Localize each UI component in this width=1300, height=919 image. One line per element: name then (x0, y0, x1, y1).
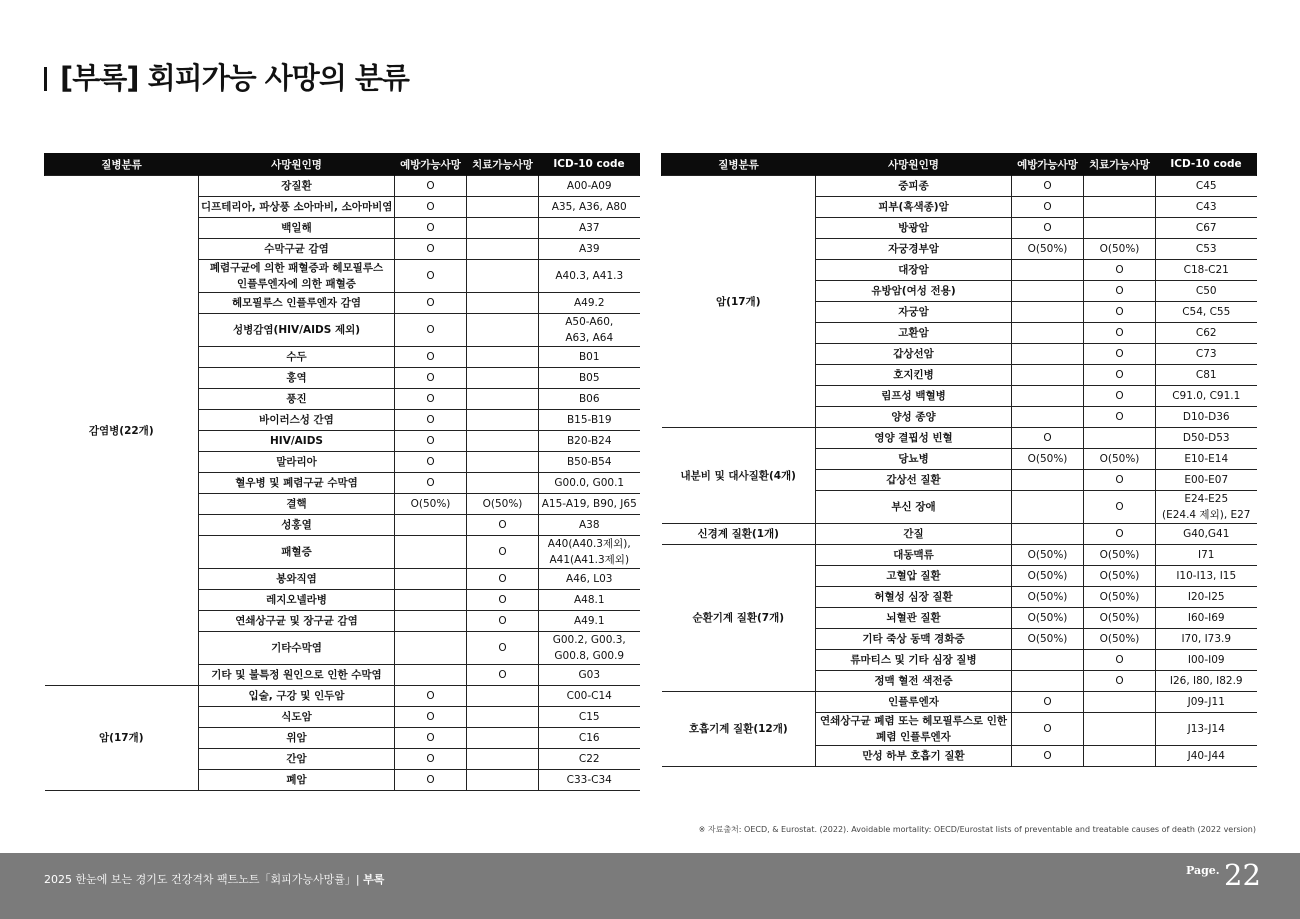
table-row (662, 545, 1257, 566)
preventable-cell (1012, 365, 1084, 386)
treatable-cell (467, 389, 539, 410)
icd-code-cell: C73 (1156, 344, 1257, 365)
cause-cell: 간암 (199, 749, 395, 770)
category-cell: 내분비 및 대사질환(4개) (662, 428, 816, 524)
treatable-cell (467, 218, 539, 239)
table-row (662, 524, 1257, 545)
treatable-cell (467, 770, 539, 791)
preventable-cell (1012, 281, 1084, 302)
table-header-row (45, 153, 640, 176)
icd-code-cell: C18-C21 (1156, 260, 1257, 281)
icd-code-cell: J40-J44 (1156, 746, 1257, 767)
cause-cell: 고혈압 질환 (816, 566, 1012, 587)
icd-code-cell: A38 (539, 515, 640, 536)
preventable-cell: O (395, 389, 467, 410)
cause-cell: 갑상선암 (816, 344, 1012, 365)
cause-cell: 당뇨병 (816, 449, 1012, 470)
icd-code-cell: I26, I80, I82.9 (1156, 671, 1257, 692)
table-row (45, 176, 640, 197)
preventable-cell: O(50%) (1012, 629, 1084, 650)
treatable-cell: O(50%) (1084, 449, 1156, 470)
treatable-cell: O(50%) (1084, 566, 1156, 587)
preventable-cell (1012, 260, 1084, 281)
treatable-cell: O (467, 536, 539, 569)
treatable-cell (1084, 428, 1156, 449)
title-marker (44, 67, 47, 91)
cause-cell: 풍진 (199, 389, 395, 410)
preventable-cell: O(50%) (1012, 239, 1084, 260)
treatable-cell (467, 410, 539, 431)
preventable-cell: O (395, 368, 467, 389)
table-header-row (662, 153, 1257, 176)
cause-cell: 식도암 (199, 707, 395, 728)
treatable-cell: O(50%) (467, 494, 539, 515)
icd-code-cell: B50-B54 (539, 452, 640, 473)
icd-code-cell: C67 (1156, 218, 1257, 239)
treatable-cell: O (467, 632, 539, 665)
preventable-cell (1012, 650, 1084, 671)
icd-code-cell: J13-J14 (1156, 713, 1257, 746)
cause-cell: 기타 죽상 동맥 경화증 (816, 629, 1012, 650)
cause-cell: 고환암 (816, 323, 1012, 344)
preventable-cell: O (395, 410, 467, 431)
icd-code-cell: E24-E25 (E24.4 제외), E27 (1156, 491, 1257, 524)
treatable-cell: O (1084, 386, 1156, 407)
treatable-cell (467, 707, 539, 728)
preventable-cell: O (1012, 218, 1084, 239)
treatable-cell: O (1084, 365, 1156, 386)
preventable-cell: O(50%) (1012, 449, 1084, 470)
source-note: ※ 자료출처: OECD, & Eurostat. (2022). Avoidable mortality: OECD/Eurostat lists of preventable and treatable causes of death (2022 version) (698, 825, 1256, 834)
treatable-cell: O (1084, 302, 1156, 323)
preventable-cell: O (395, 218, 467, 239)
cause-cell: 유방암(여성 전용) (816, 281, 1012, 302)
table-row (662, 692, 1257, 713)
icd-code-cell: C53 (1156, 239, 1257, 260)
preventable-cell: O(50%) (395, 494, 467, 515)
treatable-cell (467, 260, 539, 293)
icd-code-cell: B15-B19 (539, 410, 640, 431)
treatable-cell: O(50%) (1084, 608, 1156, 629)
header-category: 질병분류 (45, 153, 199, 176)
icd-code-cell: C15 (539, 707, 640, 728)
treatable-cell: O (467, 569, 539, 590)
header-icd-code: ICD-10 code (1156, 153, 1257, 176)
cause-cell: 말라리아 (199, 452, 395, 473)
category-cell: 암(17개) (662, 176, 816, 428)
icd-code-cell: C54, C55 (1156, 302, 1257, 323)
treatable-cell (467, 176, 539, 197)
category-cell: 순환기계 질환(7개) (662, 545, 816, 692)
cause-cell: 피부(흑색종)암 (816, 197, 1012, 218)
cause-cell: 림프성 백혈병 (816, 386, 1012, 407)
cause-cell: 호지킨병 (816, 365, 1012, 386)
cause-cell: 방광암 (816, 218, 1012, 239)
icd-code-cell: J09-J11 (1156, 692, 1257, 713)
treatable-cell: O(50%) (1084, 629, 1156, 650)
cause-cell: 영양 결핍성 빈혈 (816, 428, 1012, 449)
preventable-cell (395, 515, 467, 536)
treatable-cell: O (1084, 470, 1156, 491)
preventable-cell: O (395, 707, 467, 728)
cause-cell: 혈우병 및 폐렴구균 수막염 (199, 473, 395, 494)
treatable-cell: O (1084, 323, 1156, 344)
cause-cell: 자궁경부암 (816, 239, 1012, 260)
preventable-cell: O (395, 314, 467, 347)
cause-cell: 바이러스성 간염 (199, 410, 395, 431)
treatable-cell (467, 749, 539, 770)
preventable-cell (395, 569, 467, 590)
treatable-cell (1084, 218, 1156, 239)
cause-cell: 간질 (816, 524, 1012, 545)
icd-code-cell: A46, L03 (539, 569, 640, 590)
treatable-cell (1084, 692, 1156, 713)
cause-cell: 패혈증 (199, 536, 395, 569)
preventable-cell: O (395, 728, 467, 749)
header-category: 질병분류 (662, 153, 816, 176)
cause-cell: 레지오넬라병 (199, 590, 395, 611)
header-preventable: 예방가능사망 (1012, 153, 1084, 176)
treatable-cell: O (467, 665, 539, 686)
treatable-cell: O(50%) (1084, 239, 1156, 260)
header-treatable: 치료가능사망 (1084, 153, 1156, 176)
icd-code-cell: B05 (539, 368, 640, 389)
cause-cell: 수막구균 감염 (199, 239, 395, 260)
cause-cell: 수두 (199, 347, 395, 368)
icd-code-cell: B20-B24 (539, 431, 640, 452)
category-cell: 암(17개) (45, 686, 199, 791)
treatable-cell: O (1084, 344, 1156, 365)
icd-code-cell: C91.0, C91.1 (1156, 386, 1257, 407)
icd-code-cell: G40,G41 (1156, 524, 1257, 545)
treatable-cell: O (1084, 407, 1156, 428)
icd-code-cell: A49.1 (539, 611, 640, 632)
cause-cell: 부신 장애 (816, 491, 1012, 524)
cause-cell: 장질환 (199, 176, 395, 197)
treatable-cell (1084, 197, 1156, 218)
icd-code-cell: I20-I25 (1156, 587, 1257, 608)
preventable-cell: O(50%) (1012, 545, 1084, 566)
cause-cell: 봉와직염 (199, 569, 395, 590)
cause-cell: 만성 하부 호흡기 질환 (816, 746, 1012, 767)
preventable-cell: O (1012, 428, 1084, 449)
treatable-cell (467, 347, 539, 368)
icd-code-cell: C50 (1156, 281, 1257, 302)
treatable-cell (467, 368, 539, 389)
treatable-cell: O (467, 590, 539, 611)
page-title: [부록] 회피가능 사망의 분류 (60, 61, 409, 95)
cause-cell: 허혈성 심장 질환 (816, 587, 1012, 608)
preventable-cell: O (395, 293, 467, 314)
icd-code-cell: A37 (539, 218, 640, 239)
header-cause: 사망원인명 (816, 153, 1012, 176)
icd-code-cell: B06 (539, 389, 640, 410)
classification-table-right (661, 153, 1257, 767)
cause-cell: 홍역 (199, 368, 395, 389)
treatable-cell: O (1084, 650, 1156, 671)
preventable-cell: O (395, 176, 467, 197)
preventable-cell (395, 632, 467, 665)
cause-cell: 대동맥류 (816, 545, 1012, 566)
category-cell: 신경계 질환(1개) (662, 524, 816, 545)
icd-code-cell: C81 (1156, 365, 1257, 386)
header-treatable: 치료가능사망 (467, 153, 539, 176)
treatable-cell: O (1084, 491, 1156, 524)
preventable-cell: O (395, 197, 467, 218)
icd-code-cell: C22 (539, 749, 640, 770)
table-row (45, 686, 640, 707)
cause-cell: 기타 및 불특정 원인으로 인한 수막염 (199, 665, 395, 686)
preventable-cell: O(50%) (1012, 566, 1084, 587)
treatable-cell (467, 197, 539, 218)
category-cell: 호흡기계 질환(12개) (662, 692, 816, 767)
preventable-cell (1012, 671, 1084, 692)
icd-code-cell: I71 (1156, 545, 1257, 566)
treatable-cell: O (1084, 524, 1156, 545)
icd-code-cell: A35, A36, A80 (539, 197, 640, 218)
icd-code-cell: A48.1 (539, 590, 640, 611)
preventable-cell: O (395, 239, 467, 260)
cause-cell: 뇌혈관 질환 (816, 608, 1012, 629)
treatable-cell (1084, 746, 1156, 767)
icd-code-cell: E10-E14 (1156, 449, 1257, 470)
cause-cell: 위암 (199, 728, 395, 749)
icd-code-cell: G00.2, G00.3, G00.8, G00.9 (539, 632, 640, 665)
cause-cell: 헤모필루스 인플루엔자 감염 (199, 293, 395, 314)
preventable-cell (1012, 323, 1084, 344)
preventable-cell: O (395, 431, 467, 452)
cause-cell: 폐암 (199, 770, 395, 791)
treatable-cell (467, 293, 539, 314)
icd-code-cell: D50-D53 (1156, 428, 1257, 449)
cause-cell: 대장암 (816, 260, 1012, 281)
cause-cell: 디프테리아, 파상풍 소아마비, 소아마비염 (199, 197, 395, 218)
treatable-cell: O(50%) (1084, 587, 1156, 608)
treatable-cell: O (1084, 281, 1156, 302)
treatable-cell (1084, 713, 1156, 746)
cause-cell: 입술, 구강 및 인두암 (199, 686, 395, 707)
icd-code-cell: C62 (1156, 323, 1257, 344)
icd-code-cell: I70, I73.9 (1156, 629, 1257, 650)
treatable-cell (467, 239, 539, 260)
treatable-cell (1084, 176, 1156, 197)
treatable-cell (467, 473, 539, 494)
cause-cell: 기타수막염 (199, 632, 395, 665)
cause-cell: 자궁암 (816, 302, 1012, 323)
preventable-cell: O (395, 260, 467, 293)
preventable-cell (1012, 407, 1084, 428)
cause-cell: 양성 종양 (816, 407, 1012, 428)
preventable-cell (1012, 491, 1084, 524)
footer-report-title: 2025 한눈에 보는 경기도 건강격차 팩트노트「회피가능사망률」| (44, 873, 360, 886)
icd-code-cell: C43 (1156, 197, 1257, 218)
header-icd-code: ICD-10 code (539, 153, 640, 176)
preventable-cell (1012, 524, 1084, 545)
cause-cell: 갑상선 질환 (816, 470, 1012, 491)
cause-cell: 성병감염(HIV/AIDS 제외) (199, 314, 395, 347)
preventable-cell: O (1012, 692, 1084, 713)
icd-code-cell: G00.0, G00.1 (539, 473, 640, 494)
icd-code-cell: D10-D36 (1156, 407, 1257, 428)
preventable-cell (1012, 386, 1084, 407)
table-row (662, 428, 1257, 449)
preventable-cell (395, 536, 467, 569)
icd-code-cell: A49.2 (539, 293, 640, 314)
preventable-cell: O (1012, 176, 1084, 197)
treatable-cell: O (1084, 671, 1156, 692)
treatable-cell: O (467, 611, 539, 632)
treatable-cell (467, 686, 539, 707)
treatable-cell: O(50%) (1084, 545, 1156, 566)
preventable-cell: O(50%) (1012, 587, 1084, 608)
preventable-cell: O (395, 686, 467, 707)
treatable-cell: O (467, 515, 539, 536)
footer-section: 부록 (363, 873, 385, 886)
preventable-cell: O (1012, 746, 1084, 767)
treatable-cell: O (1084, 260, 1156, 281)
cause-cell: 연쇄상구균 및 장구균 감염 (199, 611, 395, 632)
icd-code-cell: I10-I13, I15 (1156, 566, 1257, 587)
preventable-cell: O(50%) (1012, 608, 1084, 629)
preventable-cell (1012, 302, 1084, 323)
treatable-cell (467, 452, 539, 473)
icd-code-cell: A15-A19, B90, J65 (539, 494, 640, 515)
preventable-cell: O (395, 749, 467, 770)
preventable-cell (395, 665, 467, 686)
cause-cell: 성홍열 (199, 515, 395, 536)
header-cause: 사망원인명 (199, 153, 395, 176)
preventable-cell: O (395, 770, 467, 791)
icd-code-cell: I00-I09 (1156, 650, 1257, 671)
preventable-cell (395, 611, 467, 632)
footer-text (44, 871, 384, 887)
icd-code-cell: A39 (539, 239, 640, 260)
header-preventable: 예방가능사망 (395, 153, 467, 176)
category-cell: 감염병(22개) (45, 176, 199, 686)
preventable-cell: O (1012, 713, 1084, 746)
icd-code-cell: C00-C14 (539, 686, 640, 707)
cause-cell: 류마티스 및 기타 심장 질병 (816, 650, 1012, 671)
treatable-cell (467, 728, 539, 749)
preventable-cell (1012, 344, 1084, 365)
icd-code-cell: C45 (1156, 176, 1257, 197)
icd-code-cell: C33-C34 (539, 770, 640, 791)
icd-code-cell: I60-I69 (1156, 608, 1257, 629)
treatable-cell (467, 314, 539, 347)
cause-cell: 결핵 (199, 494, 395, 515)
icd-code-cell: A50-A60, A63, A64 (539, 314, 640, 347)
icd-code-cell: E00-E07 (1156, 470, 1257, 491)
icd-code-cell: A40(A40.3제외), A41(A41.3제외) (539, 536, 640, 569)
page-number: 22 (1224, 858, 1261, 892)
classification-table-left (44, 153, 640, 791)
icd-code-cell: B01 (539, 347, 640, 368)
icd-code-cell: A00-A09 (539, 176, 640, 197)
cause-cell: HIV/AIDS (199, 431, 395, 452)
preventable-cell: O (395, 347, 467, 368)
table-row (662, 176, 1257, 197)
preventable-cell: O (1012, 197, 1084, 218)
preventable-cell: O (395, 452, 467, 473)
cause-cell: 백일해 (199, 218, 395, 239)
cause-cell: 연쇄상구균 폐렴 또는 헤모필루스로 인한 폐렴 인플루엔자 (816, 713, 1012, 746)
icd-code-cell: A40.3, A41.3 (539, 260, 640, 293)
cause-cell: 정맥 혈전 색전증 (816, 671, 1012, 692)
cause-cell: 중피종 (816, 176, 1012, 197)
treatable-cell (467, 431, 539, 452)
cause-cell: 인플루엔자 (816, 692, 1012, 713)
cause-cell: 폐렴구균에 의한 패혈증과 헤모필루스 인플루엔자에 의한 패혈증 (199, 260, 395, 293)
page-label: Page. (1186, 864, 1220, 877)
icd-code-cell: C16 (539, 728, 640, 749)
preventable-cell: O (395, 473, 467, 494)
preventable-cell (1012, 470, 1084, 491)
icd-code-cell: G03 (539, 665, 640, 686)
preventable-cell (395, 590, 467, 611)
